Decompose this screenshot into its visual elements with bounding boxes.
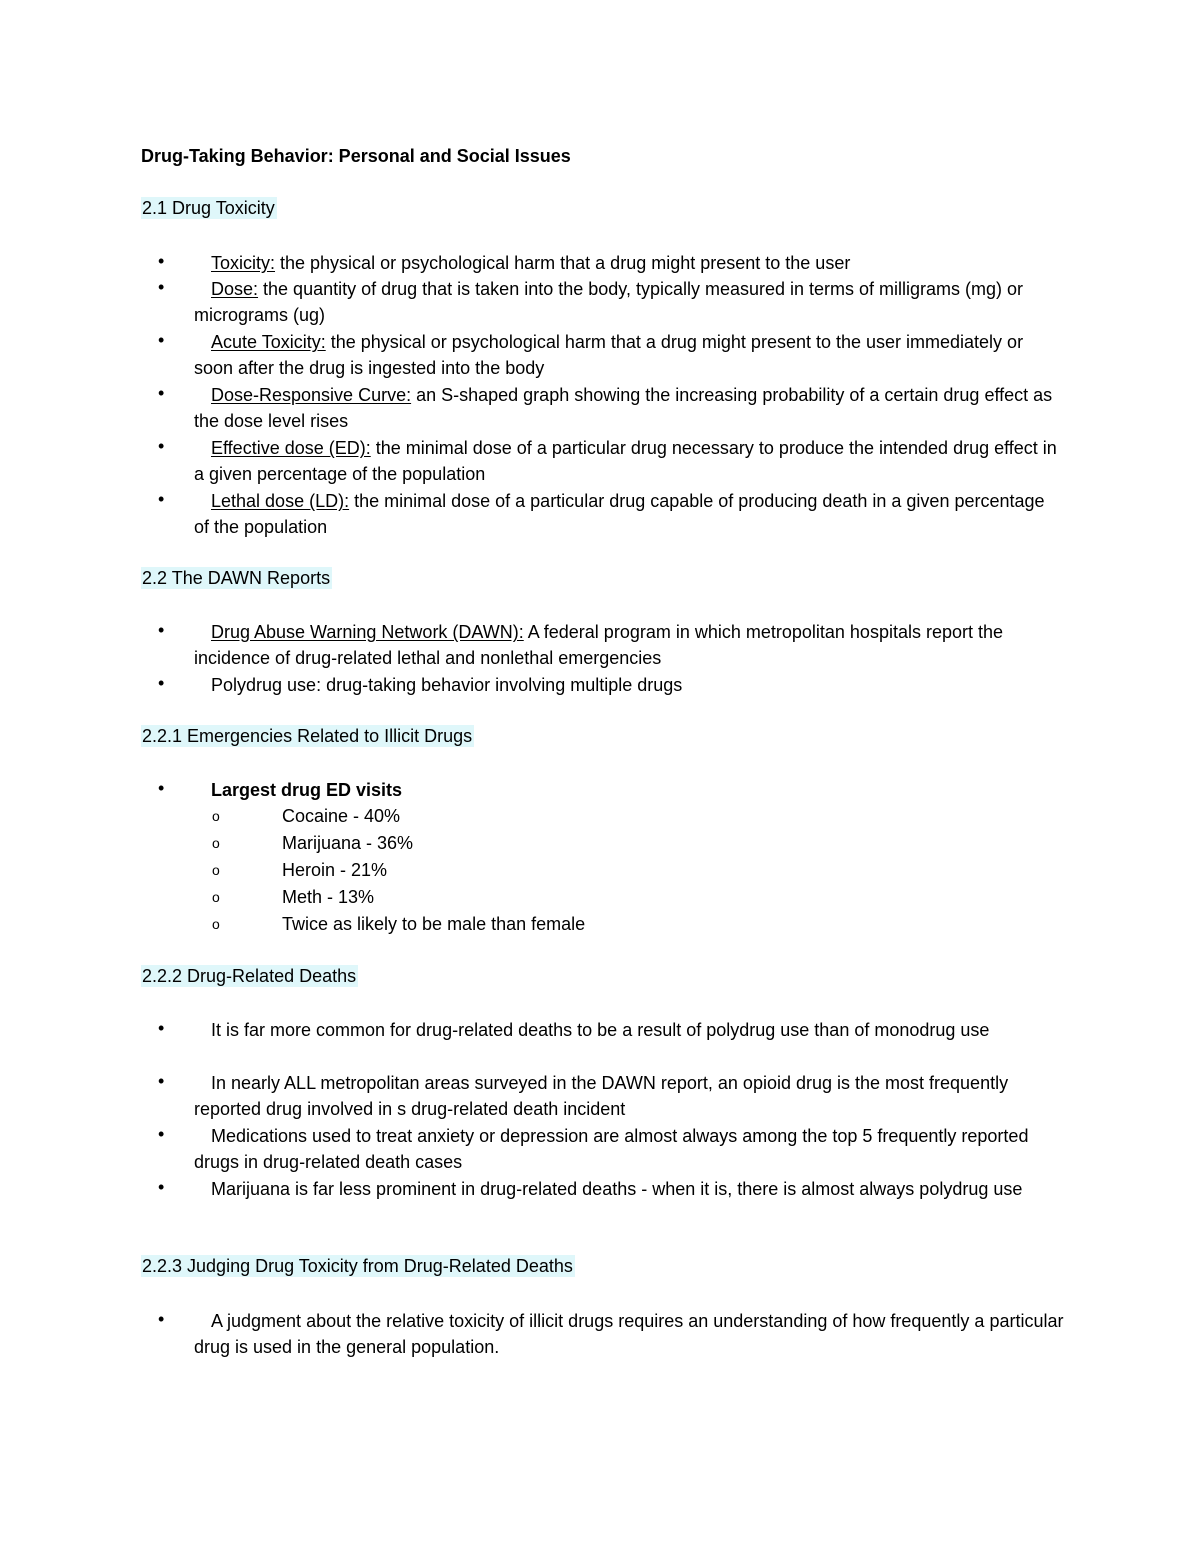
heading-highlight: 2.2.2 Drug-Related Deaths	[142, 966, 357, 986]
item-text: Marijuana is far less prominent in drug-related deaths - when it is, there is almost always polydrug use	[211, 1179, 1023, 1199]
section-heading-2-2-3	[141, 1255, 575, 1277]
bullet-icon: •	[158, 277, 165, 297]
circle-bullet-icon: o	[212, 808, 220, 824]
bullet-icon: •	[158, 436, 165, 456]
bullet-icon: •	[158, 251, 165, 271]
section-heading-2-1	[141, 197, 277, 219]
bullet-icon: •	[158, 383, 165, 403]
heading-highlight: 2.2.3 Judging Drug Toxicity from Drug-Related Deaths	[142, 1256, 573, 1276]
sub-item-text: Meth - 13%	[282, 887, 375, 907]
circle-bullet-icon: o	[212, 862, 220, 878]
bullet-icon: •	[158, 1177, 165, 1197]
list-heading: Largest drug ED visits	[211, 780, 403, 800]
term-label: Dose:	[211, 279, 259, 299]
bullet-icon: •	[158, 1124, 165, 1144]
document-title: Drug-Taking Behavior: Personal and Social Issues	[141, 146, 571, 166]
item-text: It is far more common for drug-related deaths to be a result of polydrug use than of monodrug use	[211, 1020, 990, 1040]
term-definition: the minimal dose of a particular drug capable of producing death in a given percentage of the population	[194, 491, 1045, 537]
circle-bullet-icon: o	[212, 835, 220, 851]
bullet-icon: •	[158, 1018, 165, 1038]
circle-bullet-icon: o	[212, 916, 220, 932]
bullet-icon: •	[158, 489, 165, 509]
term-definition: the quantity of drug that is taken into the body, typically measured in terms of milligrams (mg) or micrograms (ug)	[194, 279, 1024, 325]
item-text: A judgment about the relative toxicity of illicit drugs requires an understanding of how frequently a particular drug is used in the general population.	[194, 1311, 1064, 1357]
term-label: Effective dose (ED):	[211, 438, 371, 458]
sub-item-text: Heroin - 21%	[282, 860, 388, 880]
bullet-icon: •	[158, 1309, 165, 1329]
section-heading-2-2-2	[141, 965, 358, 987]
sub-item-text: Twice as likely to be male than female	[282, 914, 586, 934]
term-label: Dose-Responsive Curve:	[211, 385, 412, 405]
sub-item-text: Marijuana - 36%	[282, 833, 414, 853]
section-heading-2-2-1	[141, 725, 474, 747]
term-definition: the physical or psychological harm that a drug might present to the user	[275, 253, 851, 273]
term-label: Drug Abuse Warning Network (DAWN):	[211, 622, 524, 642]
heading-highlight: 2.1 Drug Toxicity	[142, 198, 275, 218]
bullet-icon: •	[158, 1071, 165, 1091]
term-definition: an S-shaped graph showing the increasing probability of a certain drug effect as the dose level rises	[194, 385, 1053, 431]
circle-bullet-icon: o	[212, 889, 220, 905]
bullet-icon: •	[158, 673, 165, 693]
term-label: Lethal dose (LD):	[211, 491, 350, 511]
bullet-icon: •	[158, 330, 165, 350]
term-definition: Polydrug use: drug-taking behavior involving multiple drugs	[211, 675, 683, 695]
bullet-icon: •	[158, 620, 165, 640]
item-text: In nearly ALL metropolitan areas surveyed in the DAWN report, an opioid drug is the most frequently reported drug involved in s drug-related death incident	[194, 1073, 1009, 1119]
term-definition: the minimal dose of a particular drug necessary to produce the intended drug effect in a given percentage of the population	[194, 438, 1057, 484]
term-definition: A federal program in which metropolitan hospitals report the incidence of drug-related lethal and nonlethal emergencies	[194, 622, 1004, 668]
section-heading-2-2	[141, 567, 332, 589]
item-text: Medications used to treat anxiety or depression are almost always among the top 5 frequently reported drugs in drug-related death cases	[194, 1126, 1029, 1172]
term-label: Toxicity:	[211, 253, 276, 273]
heading-highlight: 2.2 The DAWN Reports	[142, 568, 331, 588]
sub-item-text: Cocaine - 40%	[282, 806, 401, 826]
term-definition: the physical or psychological harm that a drug might present to the user immediately or soon after the drug is ingested into the body	[194, 332, 1024, 378]
term-label: Acute Toxicity:	[211, 332, 326, 352]
heading-highlight: 2.2.1 Emergencies Related to Illicit Drugs	[142, 726, 473, 746]
bullet-icon: •	[158, 778, 165, 798]
